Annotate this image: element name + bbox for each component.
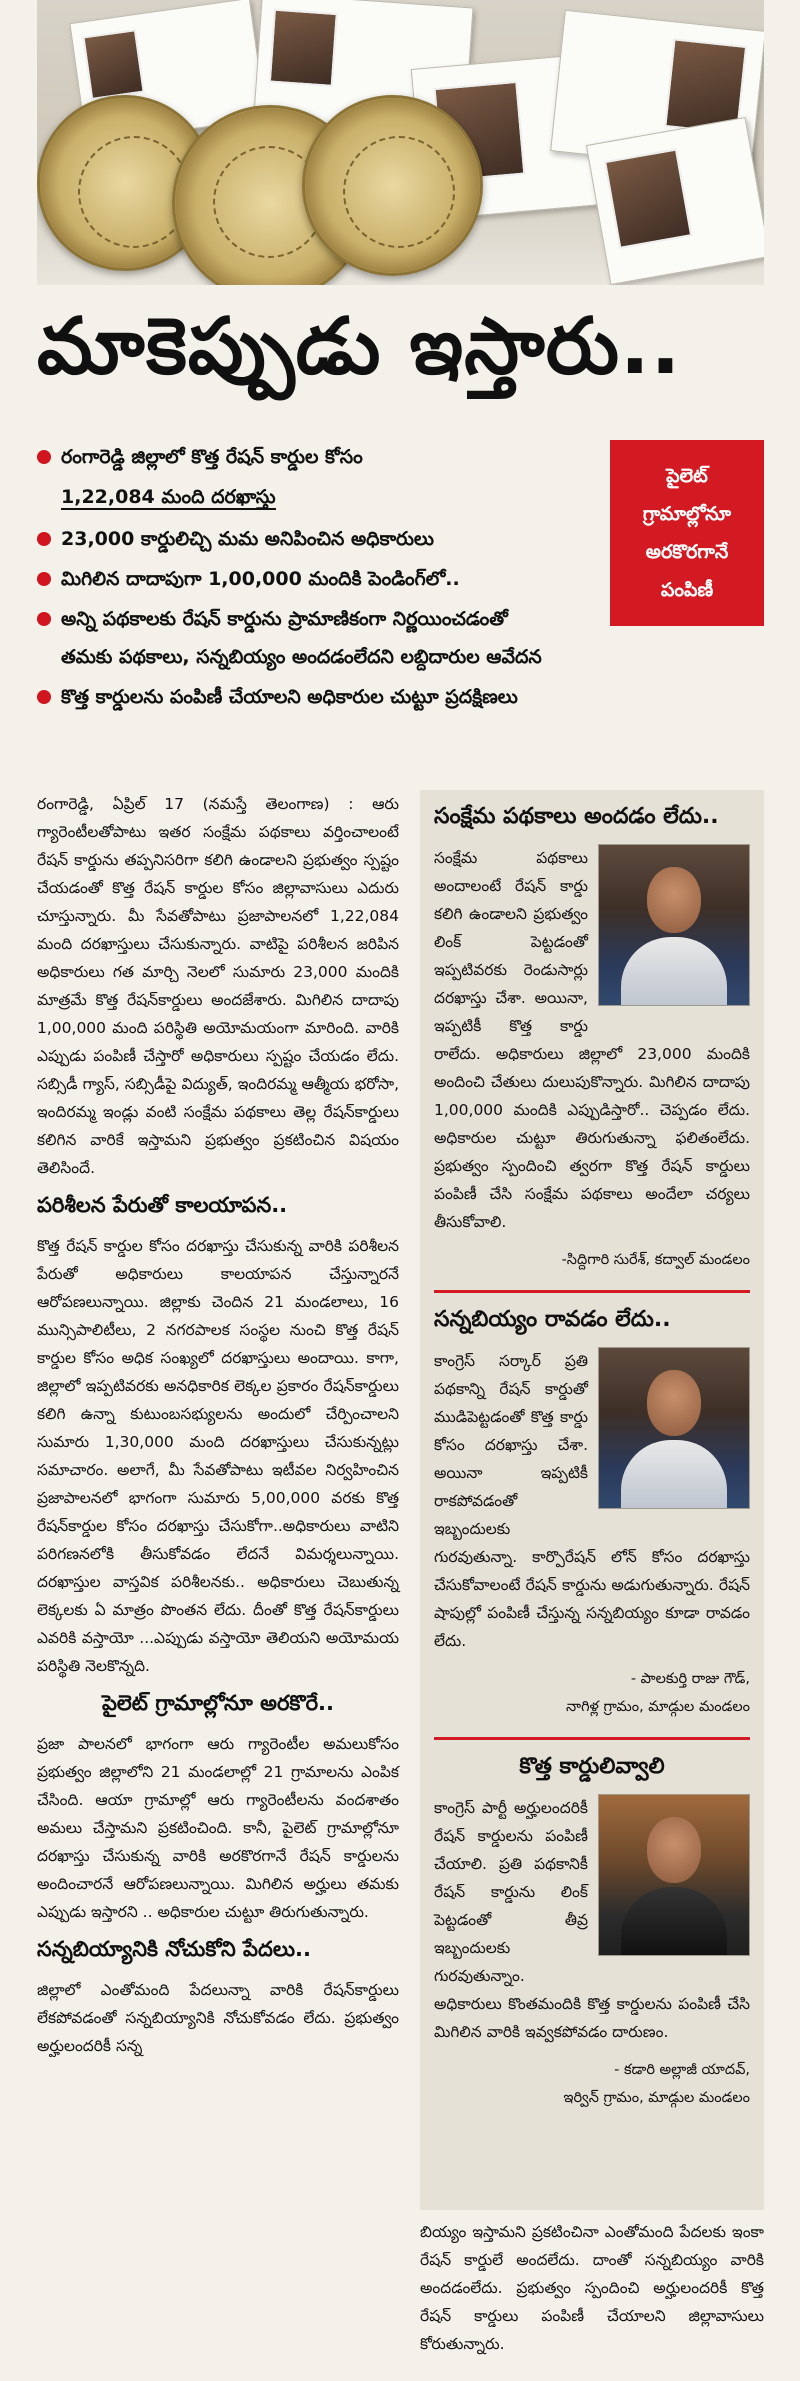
ration-card [586,117,764,285]
byline-place: ఇర్విన్ గ్రామం, మాడ్గుల మండలం [563,2090,750,2106]
article-paragraph: రంగారెడ్డి, ఏప్రిల్ 17 (నమస్తే తెలంగాణ) : ఆరు గ్యారెంటీలతోపాటు ఇతర సంక్షేమ పథకాలు వర్తించాలంటే రేషన్ కార్డును తప్పనిసరిగా కలిగి ఉండాలని ప్రభుత్వం స్పష్టం చేయడంతో కొత్త రేషన్ కార్డుల కోసం జిల్లావాసులు ఎదురు చూస్తున్నారు. మీ సేవతోపాటు ప్రజాపాలనలో 1,22,084 మంది దరఖాస్తులు చేసుకున్నారు. వాటిపై పరిశీలన జరిపిన అధికారులు గత మార్చి నెలలో సుమారు 23,000 మందికి మాత్రమే కొత్త రేషన్‌కార్డులు అందజేశారు. మిగిలిన దాదాపు 1,00,000 మంది పరిస్థితి అయోమయంగా మారింది. వారికి ఎప్పుడు పంపిణీ చేస్తారో అధికారులు స్పష్టం చేయడం లేదు. సబ్సిడీ గ్యాస్, సబ్సిడీపై విద్యుత్, ఇందిరమ్మ ఆత్మీయ భరోసా, ఇందిరమ్మ ఇండ్లు వంటి సంక్షేమ పథకాలు తెల్ల రేషన్‌కార్డులు కలిగిన వారికే ఇస్తామని ప్రభుత్వం ప్రకటించిన విషయం తెలిసిందే. [37,795,399,1177]
section-heading: సన్నబియ్యానికి నోచుకోని పేదలు.. [37,1937,311,1961]
list-item: రంగారెడ్డి జిల్లాలో కొత్త రేషన్ కార్డుల కోసం [37,440,607,474]
list-item: తమకు పథకాలు, సన్నబియ్యం అందడంలేదని లబ్దిదారుల ఆవేదన [61,646,542,668]
bullet-dot-icon [37,450,51,464]
list-item: 23,000 కార్డులిచ్చి మమ అనిపించిన అధికారులు [37,522,607,556]
bullet-dot-icon [37,532,51,546]
testimonial-title: కొత్త కార్డులివ్వాలి [519,1754,665,1779]
portrait-photo [598,844,750,1006]
page-title: మాకెప్పుడు ఇస్తారు.. [37,302,682,392]
bullet-dot-icon [37,690,51,704]
main-article [37,790,399,2066]
byline-place: నాగిళ్ల గ్రామం, మాడ్గుల మండలం [566,1699,750,1715]
card-photo [269,9,338,87]
portrait-photo [598,1347,750,1509]
article-continuation: బియ్యం ఇస్తామని ప్రకటించినా ఎంతోమంది పేదలకు ఇంకా రేషన్ కార్డులే అందలేదు. దాంతో సన్నబియ్యం వారికి అందడంలేదు. ప్రభుత్వం స్పందించి అర్హులందరికీ కొత్త రేషన్ కార్డులు పంపిణీ చేయాలని జిల్లావాసులు కోరుతున్నారు. [420,2223,764,2353]
pilot-villages-box: పైలెట్ గ్రామాల్లోనూ అరకొరగానే పంపిణీ [610,440,764,626]
article-paragraph: జిల్లాలో ఎంతోమంది పేదలున్నా వారికి రేషన్‌కార్డులు లేకపోవడంతో సన్నబియ్యానికి నోచుకోవడం లేదు. ప్రభుత్వం అర్హులందరికీ సన్న [37,1981,399,2055]
testimonial-body: సంక్షేమ పథకాలు అందాలంటే రేషన్ కార్డు కలిగి ఉండాలని ప్రభుత్వం లింక్ పెట్టడంతో ఇప్పటివరకు రెండుసార్లు దరఖాస్తు చేశా. అయినా, ఇప్పటికీ కొత్త కార్డు రాలేదు. అధికారులు జిల్లాలో 23,000 మందికి అందించి చేతులు దులుపుకొన్నారు. మిగిలిన దాదాపు 1,00,000 మందికి ఎప్పుడిస్తారో.. చెప్పడం లేదు. అధికారుల చుట్టూ తిరుగుతున్నా ఫలితంలేదు. ప్రభుత్వం స్పందించి త్వరగా కొత్త రేషన్ కార్డులు పంపిణీ చేసి సంక్షేమ పథకాలు అందేలా చర్యలు తీసుకోవాలి. [434,849,750,1231]
list-item: అన్ని పథకాలకు రేషన్ కార్డును ప్రామాణికంగా నిర్ణయించడంతో [37,602,607,636]
list-item: మిగిలిన దాదాపుగా 1,00,000 మందికి పెండింగ్‌లో.. [37,562,607,596]
article-paragraph: కొత్త రేషన్ కార్డుల కోసం దరఖాస్తు చేసుకున్న వారికి పరిశీలన పేరుతో అధికారులు కాలయాపన చేస్తున్నారనే ఆరోపణలున్నాయి. జిల్లాకు చెందిన 21 మండలాలు, 16 మున్సిపాలిటీలు, 2 నగరపాలక సంస్థల నుంచి కొత్త రేషన్ కార్డుల కోసం అధిక సంఖ్యలో దరఖాస్తులు అందాయి. కాగా, జిల్లాలో ఇప్పటివరకు అనధికారిక లెక్కల ప్రకారం రేషన్‌కార్డులు కలిగి ఉన్నా కుటుంబసభ్యులను అందులో చేర్పించాలని సుమారు 1,30,000 మంది దరఖాస్తులు చేసుకున్నట్లు సమాచారం. అలాగే, మీ సేవతోపాటు ఇటీవల నిర్వహించిన ప్రజాపాలనలో భాగంగా సుమారు 5,00,000 వరకు కొత్త రేషన్‌కార్డుల కోసం దరఖాస్తు చేసుకోగా..అధికారులు వాటిని పరిగణనలోకి తీసుకోవడం లేదనే విమర్శలున్నాయి. దరఖాస్తుల వాస్తవిక పరిశీలనకు.. అధికారులు చెబుతున్న లెక్కలకు ఏ మాత్రం పొంతన లేదు. దీంతో కొత్త రేషన్‌కార్డులు ఎవరికి వస్తాయో ...ఎప్పుడు వస్తాయో తెలియని అయోమయ పరిస్థితి నెలకొన్నది. [37,1237,399,1675]
shirt [621,1440,727,1508]
testimonial [420,1293,764,1740]
government-seal [302,95,483,276]
list-item: కొత్త కార్డులను పంపిణీ చేయాలని అధికారుల చుట్టూ ప్రదక్షిణలు [37,680,607,714]
face [647,1817,701,1883]
banner-image [37,0,764,285]
testimonial [420,790,764,1293]
list-item: 1,22,084 మంది దరఖాస్తు [61,486,276,508]
byline: - పాలకుర్తి రాజు గౌడ్, [630,1671,750,1687]
section-heading: పరిశీలన పేరుతో కాలయాపన.. [37,1193,288,1217]
testimonial-body: కాంగ్రెస్ సర్కార్ ప్రతి పథకాన్ని రేషన్ కార్డుతో ముడిపెట్టడంతో కొత్త కార్డు కోసం దరఖాస్తు చేశా. అయినా ఇప్పటికీ రాకపోవడంతో ఇబ్బందులకు గురవుతున్నా. కార్పొరేషన్ లోన్ కోసం దరఖాస్తు చేసుకోవాలంటే రేషన్ కార్డును అడుగుతున్నారు. రేషన్ షాపుల్లో పంపిణీ చేస్తున్న సన్నబియ్యం కూడా రావడం లేదు. [434,1352,750,1650]
testimonial [420,1740,764,2112]
article-paragraph: ప్రజా పాలనలో భాగంగా ఆరు గ్యారెంటీల అమలుకోసం ప్రభుత్వం జిల్లాలోని 21 మండలాల్లో 21 గ్రామాలను ఎంపిక చేసింది. ఆయా గ్రామాల్లో ఆరు గ్యారెంటీలను వందశాతం అమలు చేస్తామని ప్రకటించింది. కానీ, పైలెట్ గ్రామాల్లోనూ దరఖాస్తు చేసుకున్న వారికి అరకొరగానే రేషన్ కార్డులను అందించారనే ఆరోపణలున్నాయి. మిగిలిన అర్హులు తమకు ఎప్పుడు ఇస్తారని .. అధికారుల చుట్టూ తిరుగుతున్నారు. [37,1735,399,1921]
bullet-dot-icon [37,612,51,626]
card-photo [604,148,692,248]
face [647,1370,701,1436]
testimonial-title: సన్నబియ్యం రావడం లేదు.. [434,1307,671,1332]
portrait-photo [598,1794,750,1956]
testimonial-body: కాంగ్రెస్ పార్టీ అర్హులందరికీ రేషన్ కార్డులను పంపిణీ చేయాలి. ప్రతి పథకానికీ రేషన్ కార్డును లింక్ పెట్టడంతో తీవ్ర ఇబ్బందులకు గురవుతున్నాం. అధికారులు కొంతమందికి కొత్త కార్డులను పంపిణీ చేసి మిగిలిన వారికి ఇవ్వకపోవడం దారుణం. [434,1799,750,2041]
bullet-dot-icon [37,572,51,586]
card-photo [82,29,144,100]
summary-bullets [37,440,607,714]
byline: - కడారి అల్లాజీ యాదవ్, [614,2062,750,2078]
shirt [621,937,727,1005]
testimonials-column [420,790,764,2210]
byline: -సిద్దిగారి సురేశ్, కద్వాల్ మండలం [561,1252,750,1268]
face [647,867,701,933]
shirt [621,1887,727,1955]
section-heading: పైలెట్ గ్రామాల్లోనూ అరకొరే.. [101,1691,335,1715]
testimonial-title: సంక్షేమ పథకాలు అందడం లేదు.. [434,804,719,829]
